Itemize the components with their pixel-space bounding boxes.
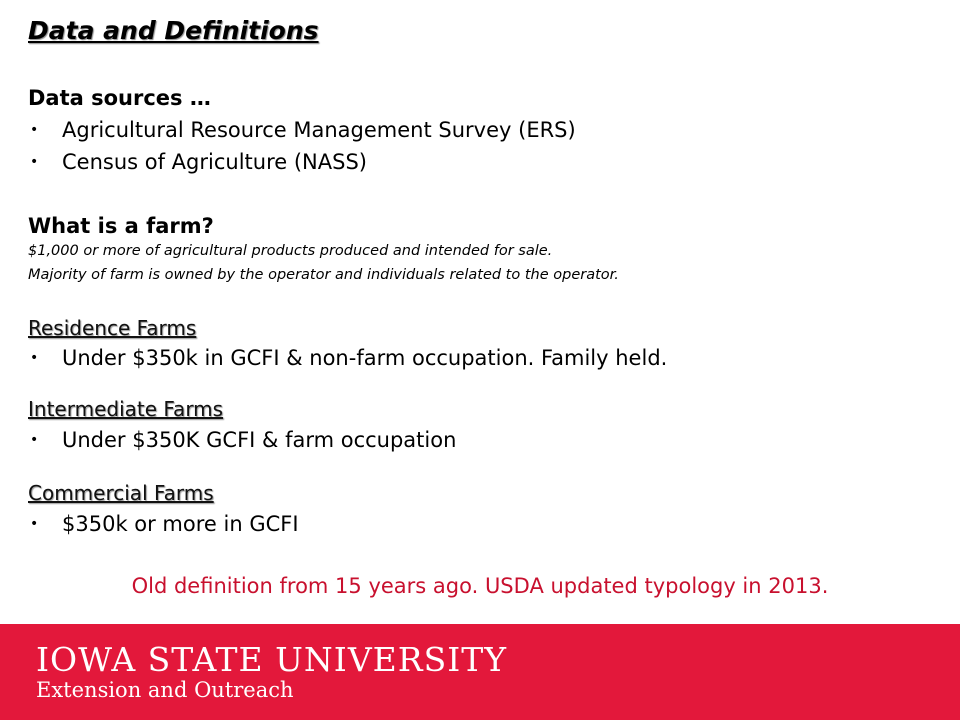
university-wordmark: IOWA STATE UNIVERSITY [36, 640, 508, 679]
bullet-icon: • [30, 154, 39, 170]
intermediate-farms-item: Under $350K GCFI & farm occupation [62, 428, 457, 452]
bullet-icon: • [30, 350, 39, 366]
intermediate-farms-heading: Intermediate Farms [28, 397, 224, 421]
residence-farms-item: Under $350k in GCFI & non-farm occupation. Family held. [62, 346, 668, 370]
farm-definition-note: Majority of farm is owned by the operator and individuals related to the operator. [28, 267, 619, 283]
commercial-farms-heading: Commercial Farms [28, 481, 214, 505]
bullet-icon: • [30, 432, 39, 448]
data-source-item: Census of Agriculture (NASS) [62, 150, 367, 174]
farm-definition-heading: What is a farm? [28, 214, 214, 238]
farm-definition-note: $1,000 or more of agricultural products produced and intended for sale. [28, 243, 553, 259]
residence-farms-heading: Residence Farms [28, 316, 197, 340]
footer-bar [0, 624, 960, 720]
bullet-icon: • [30, 122, 39, 138]
commercial-farms-item: $350k or more in GCFI [62, 512, 299, 536]
data-sources-heading: Data sources … [28, 86, 211, 110]
bullet-icon: • [30, 516, 39, 532]
typology-footnote: Old definition from 15 years ago. USDA updated typology in 2013. [131, 574, 829, 598]
slide-title: Data and Definitions [28, 16, 319, 45]
extension-wordmark: Extension and Outreach [36, 678, 294, 702]
data-source-item: Agricultural Resource Management Survey (ERS) [62, 118, 576, 142]
